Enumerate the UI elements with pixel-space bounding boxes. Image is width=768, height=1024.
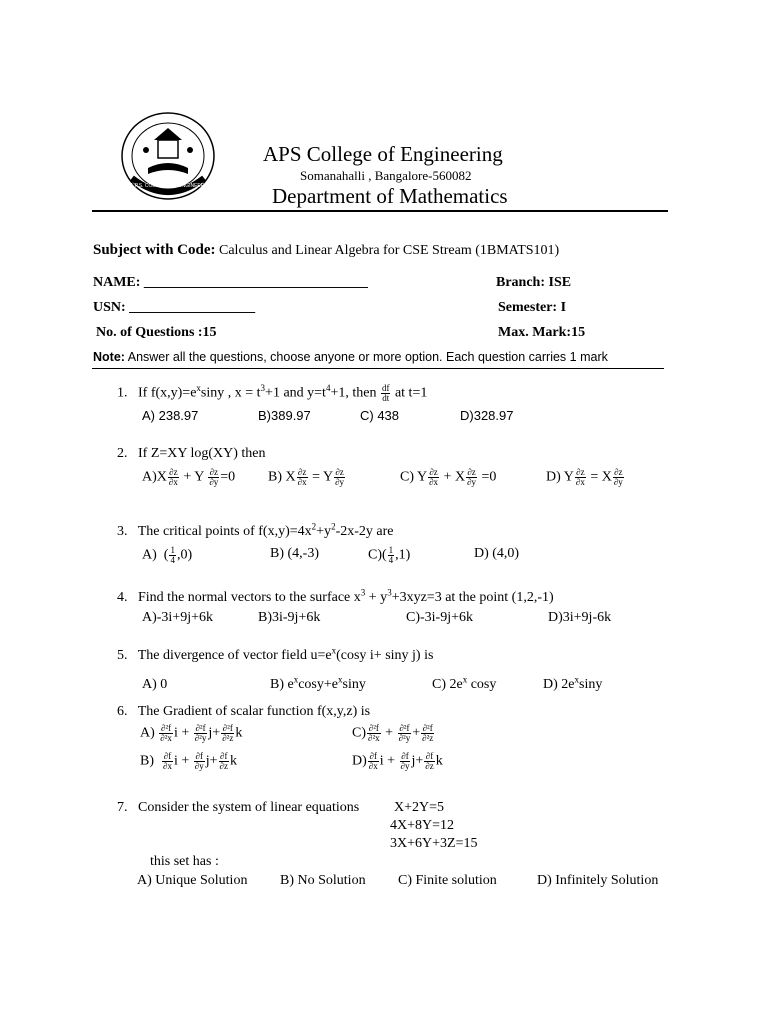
info-rule (92, 368, 664, 369)
header-rule (92, 210, 668, 212)
q3-number: 3. (117, 524, 128, 539)
q7-equation-3: 3X+6Y+3Z=15 (390, 836, 478, 851)
q7-option-c[interactable]: C) Finite solution (398, 873, 497, 888)
q6-option-c[interactable]: C) $\frac{\text{∂²f}}{\text{∂²x}}$ + $\frac{\text{∂²f}}{\text{∂²y}}$ + $\frac{\text{∂²f}}{\text{∂²z}}$ (352, 723, 434, 743)
q6-text: The Gradient of scalar function f(x,y,z) is (137, 704, 371, 719)
note-label: Note: (93, 350, 125, 364)
q4-option-c[interactable]: C)-3i-9j+6k (406, 610, 473, 625)
q2-option-b[interactable]: B) X $\frac{\partial z}{\partial x}$ = Y $\frac{\partial z}{\partial y}$ (268, 467, 345, 487)
q2-number: 2. (117, 446, 128, 461)
q7-text: Consider the system of linear equations (138, 800, 360, 815)
q1-option-d[interactable]: D)328.97 (460, 408, 514, 423)
q5-option-d[interactable]: D) $2e^x\sin y$ (543, 674, 603, 692)
q4-text: Find the normal vectors to the surface x (138, 590, 361, 605)
q7-equation-1: X+2Y=5 (394, 800, 445, 815)
question-4: 4. Find the normal vectors to the surface $x^3 + y^3+3xyz=3$ at the point (1,2,-1) (117, 587, 554, 605)
q1-text-d: +1, then (330, 385, 377, 401)
q1-derivative: $\frac{df}{dt}$ (381, 383, 390, 403)
q3-option-b[interactable]: B) (4,-3) (270, 546, 319, 561)
department-name: Department of Mathematics (272, 184, 508, 208)
q1-option-b[interactable]: B)389.97 (258, 408, 311, 423)
subject-line (93, 242, 559, 259)
question-1: 1. If $f(x,y)=e^x\sin y$ , $x = t^3+1$ and $y=t^4+1$, then $\frac{df}{dt}$ at t=1 (117, 383, 428, 403)
q6-option-a[interactable]: A) $\frac{\text{∂²f}}{\text{∂²x}}$ i + $\frac{\text{∂²f}}{\text{∂²y}}$ j+ $\frac{\text{∂²f}}{\text{∂²z}}$ k (140, 723, 243, 743)
max-mark-label: Max. Mark:15 (498, 325, 586, 340)
q1-text-b: siny , x = t (200, 385, 261, 401)
q7-option-a[interactable]: A) Unique Solution (137, 873, 248, 888)
q1-text-a: If f(x,y)=e (138, 385, 197, 401)
q5-option-b[interactable]: B) $e^x\cos y+e^x\sin y$ (270, 674, 366, 692)
q3-option-a[interactable]: A) ( $\frac{1}{4}$ ,0) (142, 545, 193, 565)
q5-option-c[interactable]: C) $2e^x$ cosy (432, 674, 497, 692)
q6-option-b[interactable]: B) $\frac{\partial f}{\partial x}$ i + $\frac{\partial f}{\partial y}$ j+ $\frac{\partial f}{\partial z}$ k (140, 751, 237, 771)
q1-text-e: at t=1 (394, 385, 428, 401)
q2-option-d[interactable]: D) Y $\frac{\partial z}{\partial x}$ = X $\frac{\partial z}{\partial y}$ (546, 467, 623, 487)
q5-option-a[interactable]: A) 0 (142, 677, 168, 692)
q5-text: The divergence of vector field u=e (137, 648, 332, 663)
q1-text-c: +1 and y=t (265, 385, 326, 401)
question-7 (117, 800, 359, 816)
q2-option-a[interactable]: A)X $\frac{\partial z}{\partial x}$ + Y $\frac{\partial z}{\partial y}$ =0 (142, 467, 236, 487)
subject-label: Subject with Code: (93, 242, 216, 258)
q2-text: If Z=XY log(XY) then (138, 446, 266, 461)
q7-number: 7. (117, 800, 128, 815)
q3-option-c[interactable]: C)( $\frac{1}{4}$ ,1) (368, 545, 411, 565)
college-name: APS College of Engineering (263, 142, 503, 166)
q4-option-a[interactable]: A)-3i+9j+6k (142, 610, 214, 625)
q6-number: 6. (117, 704, 128, 719)
q4-option-b[interactable]: B)3i-9j+6k (258, 610, 321, 625)
q3-option-d[interactable]: D) (4,0) (474, 546, 520, 561)
college-logo (118, 110, 218, 202)
q2-option-c[interactable]: C) Y $\frac{\partial z}{\partial x}$ + X $\frac{\partial z}{\partial y}$ =0 (400, 467, 497, 487)
semester-label: Semester: I (498, 300, 567, 315)
question-6 (117, 704, 370, 720)
logo-text: A.P.S. COLLEGE OF ENGINEERING (130, 183, 214, 189)
note-text: Answer all the questions, choose anyone or more option. Each question carries 1 mark (124, 350, 608, 364)
note-line (93, 350, 608, 364)
q6-option-d[interactable]: D) $\frac{\partial f}{\partial x}$ i + $\frac{\partial f}{\partial y}$ j+ $\frac{\partial f}{\partial z}$ k (352, 751, 443, 771)
q7-option-d[interactable]: D) Infinitely Solution (537, 873, 659, 888)
q4-number: 4. (117, 590, 128, 605)
q1-option-c[interactable]: C) 438 (360, 408, 400, 423)
question-3: 3. The critical points of $f(x,y)=4x^2+y^2-2x-2y$ are (117, 521, 394, 539)
college-address: Somanahalli , Bangalore-560082 (300, 168, 472, 183)
usn-field[interactable]: USN: __________________ (93, 300, 256, 315)
q1-option-a[interactable]: A) 238.97 (142, 408, 199, 423)
q4-option-d[interactable]: D)3i+9j-6k (548, 610, 612, 625)
name-field[interactable]: NAME: ________________________________ (93, 275, 368, 290)
q1-number: 1. (117, 385, 128, 401)
q3-text: The critical points of f(x,y)=4x (137, 524, 312, 539)
branch-label: Branch: ISE (496, 275, 572, 290)
question-2 (117, 446, 266, 462)
subject-value: Calculus and Linear Algebra for CSE Stream (1BMATS101) (219, 243, 560, 258)
q5-number: 5. (117, 648, 128, 663)
q7-tail: this set has : (150, 854, 219, 869)
question-5: 5. The divergence of vector field $u=e^x(\cos y$ i+ siny j) is (117, 645, 434, 663)
q7-equation-2: 4X+8Y=12 (390, 818, 455, 833)
questions-count: No. of Questions :15 (96, 325, 217, 340)
q7-option-b[interactable]: B) No Solution (280, 873, 366, 888)
